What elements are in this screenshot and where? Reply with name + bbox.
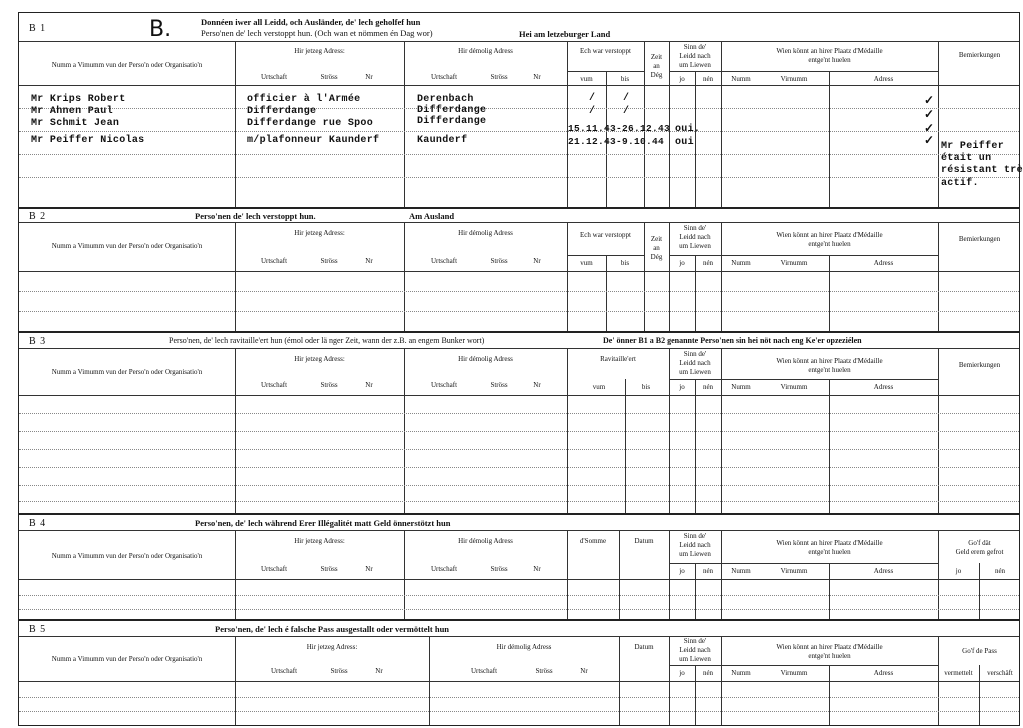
- b1-row-1-from: /: [589, 93, 596, 104]
- b4-col-date: Datum: [634, 537, 654, 545]
- b2-col-sinn-1: Sinn de': [683, 224, 707, 232]
- b5-col-date: Datum: [634, 643, 654, 651]
- b1-remark-3: résistant trè: [941, 165, 1023, 176]
- b1-col-sinn-3: um Liewen: [679, 61, 711, 69]
- b5-col-pass: Go'f de Pass: [962, 647, 997, 655]
- section-b2-label: B 2: [29, 211, 47, 222]
- b1-row-1-former: Derenbach: [417, 94, 474, 105]
- section-b1-title-2: Perso'nen de' lech verstoppt hun. (Och wan et nömmen én Dag wor): [201, 28, 433, 38]
- b1-col-now: Hir jetzeg Adress:: [294, 47, 345, 55]
- b1-row-1-to: /: [623, 93, 630, 104]
- b5-col-now: Hir jetzeg Adress:: [306, 643, 358, 651]
- b1-remark-1: Mr Peiffer: [941, 141, 1005, 152]
- b3-col-remarks: Bemierkungen: [958, 361, 1001, 369]
- b1-row-3-former: Differdange: [417, 116, 487, 127]
- b2-col-numm: Numm: [731, 259, 751, 267]
- b1-col-remarks: Bemierkungen: [958, 51, 1001, 59]
- b2-col-addr: Adress: [873, 259, 894, 267]
- b4-now-street: Ströss: [320, 565, 338, 573]
- b3-now-nr: Nr: [365, 381, 373, 389]
- section-b3-title: Perso'nen, de' lech ravitaille'ert hun (émol oder lä nger Zeit, wann der z.B. an engem Bunker wort): [169, 336, 485, 345]
- b5-now-street: Ströss: [330, 667, 348, 675]
- b5-col-pass-b: verschäft: [987, 669, 1013, 677]
- b2-col-vinumm: Virnumm: [780, 259, 808, 267]
- b1-period-2: 21.12.43-9.10.44: [568, 136, 665, 147]
- b5-col-who-1: Wien könnt an hirer Plaatz d'Médaille: [776, 643, 883, 651]
- b1-row-2-to: /: [623, 106, 630, 117]
- b1-period-1: 15.11.43-26.12.43: [568, 123, 671, 134]
- section-b4-label: B 4: [29, 518, 47, 529]
- b2-col-time-3: Dég: [650, 253, 663, 261]
- b4-col-money-2: Geld erem gefrot: [955, 548, 1004, 556]
- b1-remark-4: actif.: [941, 178, 979, 189]
- section-b5: [18, 620, 1020, 726]
- b5-now-town: Urtschaft: [270, 667, 298, 675]
- b1-row-3-name: Mr Schmit Jean: [31, 118, 120, 129]
- b1-row-1-name: Mr Krips Robert: [31, 94, 126, 105]
- b4-now-nr: Nr: [365, 565, 373, 573]
- b3-col-former: Hir démolig Adress: [458, 355, 513, 363]
- b2-col-from: vum: [580, 259, 593, 267]
- section-b2-title-place: Am Ausland: [409, 211, 455, 221]
- b1-col-who-1: Wien könnt an hirer Plaatz d'Médaille: [776, 47, 883, 55]
- b5-col-yes: jo: [679, 669, 685, 677]
- b1-row-3-now: Differdange rue Spoo: [247, 118, 374, 129]
- section-b1-title-place: Hei am letzeburger Land: [519, 29, 611, 39]
- b2-col-sinn-3: um Liewen: [679, 242, 711, 250]
- b2-col-who-2: entge'nt huelen: [808, 240, 851, 248]
- b1-col-vinumm: Virnumm: [780, 75, 808, 83]
- b4-col-sinn-2: Leidd nach: [679, 541, 711, 549]
- b4-col-numm: Numm: [731, 567, 751, 575]
- b4-col-former: Hir démolig Adress: [458, 537, 513, 545]
- section-b1-title-1: Donnéen iwer all Leidd, och Ausländer, de' lech geholfef hun: [201, 17, 421, 27]
- b3-col-ravit: Ravitaille'ert: [600, 355, 636, 363]
- b4-col-addr: Adress: [873, 567, 894, 575]
- section-b1-label: B 1: [29, 23, 47, 34]
- check-icon: ✓: [924, 93, 935, 107]
- b2-col-former: Hir démolig Adress: [458, 229, 513, 237]
- b4-col-name: Numm a Vimumm vun der Perso'n oder Organisatio'n: [51, 552, 203, 560]
- b1-col-hidden: Ech war verstoppt: [580, 47, 631, 55]
- section-b2-title: Perso'nen de' lech verstoppt hun.: [195, 211, 316, 221]
- b3-col-no: nén: [702, 383, 714, 391]
- section-b4: [18, 514, 1020, 620]
- b1-former-town: Urtschaft: [430, 73, 458, 81]
- b5-col-no: nén: [702, 669, 714, 677]
- b1-col-who-2: entge'nt huelen: [808, 56, 851, 64]
- b2-now-street: Ströss: [320, 257, 338, 265]
- b5-former-street: Ströss: [535, 667, 553, 675]
- b3-former-town: Urtschaft: [430, 381, 458, 389]
- b2-col-time-2: an: [653, 244, 660, 252]
- b2-col-now: Hir jetzeg Adress:: [294, 229, 345, 237]
- b2-former-street: Ströss: [490, 257, 508, 265]
- b3-col-numm: Numm: [731, 383, 751, 391]
- b4-col-no: nén: [702, 567, 714, 575]
- b1-row-4-now: m/plafonneur Kaunderf: [247, 135, 380, 146]
- b3-col-to: bis: [641, 383, 651, 391]
- b2-col-remarks: Bemierkungen: [958, 235, 1001, 243]
- b1-row-1-now: officier à l'Armée: [247, 94, 361, 105]
- section-b2: [18, 208, 1020, 332]
- b1-col-addr: Adress: [873, 75, 894, 83]
- section-b1: [18, 12, 1023, 208]
- b4-col-sinn-1: Sinn de': [683, 532, 707, 540]
- b2-now-nr: Nr: [365, 257, 373, 265]
- section-b4-title: Perso'nen, de' lech während Erer Illégalitét matt Geld önnerstötzt hun: [195, 518, 451, 528]
- b1-col-to: bis: [620, 75, 630, 83]
- b3-col-now: Hir jetzeg Adress:: [294, 355, 345, 363]
- b2-col-yes: jo: [679, 259, 685, 267]
- b1-former-nr: Nr: [533, 73, 541, 81]
- b1-col-time-1: Zeit: [650, 53, 663, 61]
- b2-col-sinn-2: Leidd nach: [679, 233, 711, 241]
- b1-row-2-former: Differdange: [417, 105, 487, 116]
- b1-row-2-name: Mr Ahnen Paul: [31, 106, 113, 117]
- b4-col-money-1: Go'f dät: [968, 539, 991, 547]
- b5-col-pass-a: vermettelt: [944, 669, 973, 677]
- b5-col-former: Hir démolig Adress: [496, 643, 552, 651]
- b4-col-now: Hir jetzeg Adress:: [294, 537, 345, 545]
- b5-former-town: Urtschaft: [470, 667, 498, 675]
- b2-now-town: Urtschaft: [260, 257, 288, 265]
- b1-former-street: Ströss: [490, 73, 508, 81]
- b3-col-from: vum: [592, 383, 606, 391]
- b1-alive-1: oui.: [675, 124, 701, 135]
- b3-col-vinumm: Virnumm: [780, 383, 808, 391]
- b1-col-numm: Numm: [731, 75, 751, 83]
- handwritten-mark: B.: [149, 17, 172, 42]
- b5-col-vinumm: Virnumm: [780, 669, 808, 677]
- b2-col-who-1: Wien könnt an hirer Plaatz d'Médaille: [776, 231, 883, 239]
- b1-col-name: Numm a Vimumm vun der Perso'n oder Organisatio'n: [51, 61, 203, 69]
- b2-col-to: bis: [620, 259, 630, 267]
- b1-now-town: Urtschaft: [260, 73, 288, 81]
- b1-row-4-former: Kaunderf: [417, 135, 468, 146]
- b1-alive-2: oui: [675, 137, 694, 148]
- check-icon: ✓: [924, 107, 935, 121]
- b1-col-time-2: an: [653, 62, 660, 70]
- b1-col-time-3: Dég: [650, 71, 663, 79]
- b3-col-sinn-3: um Liewen: [679, 368, 711, 376]
- b3-now-street: Ströss: [320, 381, 338, 389]
- section-b3-note: De' önner B1 a B2 genannte Perso'nen sin hei nöt nach eng Ke'er opzeziélen: [603, 336, 862, 345]
- b1-col-former: Hir démolig Adress: [458, 47, 513, 55]
- b5-col-numm: Numm: [731, 669, 751, 677]
- b1-row-2-from: /: [589, 106, 596, 117]
- b4-col-who-1: Wien könnt an hirer Plaatz d'Médaille: [776, 539, 883, 547]
- b4-former-town: Urtschaft: [430, 565, 458, 573]
- b3-col-sinn-2: Leidd nach: [679, 359, 711, 367]
- b5-col-sinn-3: um Liewen: [679, 655, 711, 663]
- b2-col-time-1: Zeit: [650, 235, 663, 243]
- b3-former-street: Ströss: [490, 381, 508, 389]
- b3-col-addr: Adress: [873, 383, 894, 391]
- b4-col-money-no: nén: [994, 567, 1006, 575]
- check-icon: ✓: [924, 121, 935, 135]
- b4-col-vinumm: Virnumm: [780, 567, 808, 575]
- b3-col-who-1: Wien könnt an hirer Plaatz d'Médaille: [776, 357, 883, 365]
- section-b3-label: B 3: [29, 336, 47, 347]
- b1-col-sinn-2: Leidd nach: [679, 52, 711, 60]
- b1-now-nr: Nr: [365, 73, 373, 81]
- b5-col-who-2: entge'nt huelen: [808, 652, 851, 660]
- b2-former-nr: Nr: [533, 257, 541, 265]
- section-b3: [18, 332, 1020, 514]
- b1-row-2-now: Differdange: [247, 106, 317, 117]
- b5-col-sinn-1: Sinn de': [683, 637, 707, 645]
- b4-col-yes: jo: [679, 567, 685, 575]
- section-b5-title: Perso'nen, de' lech é falsche Pass ausgestallt oder vermöttelt hun: [215, 624, 450, 634]
- b4-former-nr: Nr: [533, 565, 541, 573]
- b2-col-name: Numm a Vimumm vun der Perso'n oder Organisatio'n: [51, 242, 203, 250]
- b1-col-sinn-1: Sinn de': [683, 43, 707, 51]
- b3-col-name: Numm a Vimumm vun der Perso'n oder Organisatio'n: [51, 368, 203, 376]
- b4-now-town: Urtschaft: [260, 565, 288, 573]
- b1-now-street: Ströss: [320, 73, 338, 81]
- b3-col-yes: jo: [679, 383, 685, 391]
- b4-col-sinn-3: um Liewen: [679, 550, 711, 558]
- b5-col-addr: Adress: [873, 669, 894, 677]
- b5-col-name: Numm a Vimumm vun der Perso'n oder Organisatio'n: [51, 655, 203, 663]
- b5-now-nr: Nr: [375, 667, 383, 675]
- b5-col-sinn-2: Leidd nach: [679, 646, 711, 654]
- b1-col-no: nén: [702, 75, 714, 83]
- b4-col-who-2: entge'nt huelen: [808, 548, 851, 556]
- b2-col-no: nén: [702, 259, 714, 267]
- b3-col-who-2: entge'nt huelen: [808, 366, 851, 374]
- b3-now-town: Urtschaft: [260, 381, 288, 389]
- b3-former-nr: Nr: [533, 381, 541, 389]
- b1-col-from: vum: [580, 75, 593, 83]
- b1-remark-2: était un: [941, 153, 992, 164]
- b4-col-sum: d'Somme: [579, 537, 607, 545]
- b2-former-town: Urtschaft: [430, 257, 458, 265]
- b4-former-street: Ströss: [490, 565, 508, 573]
- check-icon: ✓: [924, 133, 935, 147]
- b1-col-yes: jo: [679, 75, 685, 83]
- section-b5-label: B 5: [29, 624, 47, 635]
- b3-col-sinn-1: Sinn de': [683, 350, 707, 358]
- b5-former-nr: Nr: [580, 667, 588, 675]
- b4-col-money-yes: jo: [955, 567, 962, 575]
- b1-row-4-name: Mr Peiffer Nicolas: [31, 135, 145, 146]
- b2-col-hidden: Ech war verstoppt: [580, 231, 631, 239]
